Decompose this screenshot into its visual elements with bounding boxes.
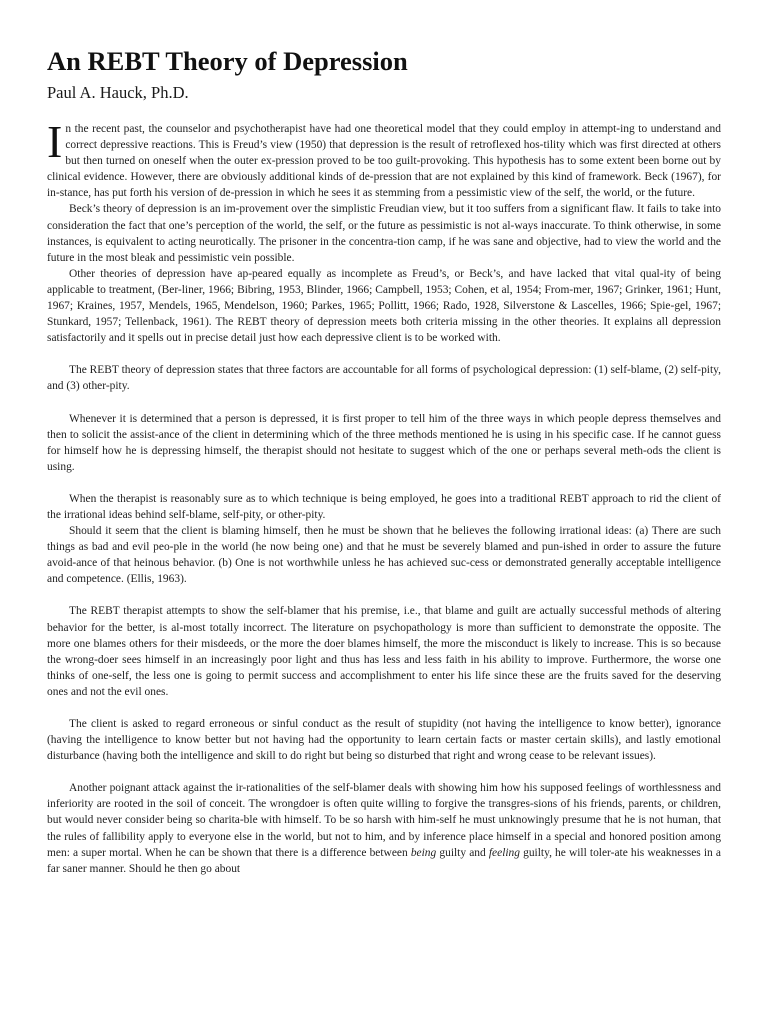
paragraph-10-text-b: guilty and (436, 846, 489, 859)
paragraph-1-text: n the recent past, the counselor and psychotherapist have had one theoretical model that they could employ in attempt-ing to understand and correct depressive reactions. This is Freud’s view (1950) that depression is the result of retroflexed hos-tility which was first directed at others but then turned on oneself when the outer ex-pression proved to be too guilt-provoking. This hypothesis has to some extent been borne out by clinical evidence. However, there are obviously additional kinds of de-pression that are not explained by this kind of framework. Beck (1967), for in-stance, has put forth his version of de-pression in which he sees it as stemming from a pessimistic view of the self, the world, or the future. (47, 123, 721, 200)
paragraph-10-text-c: guilty, he will toler-ate his weaknesses in a far saner manner. Should he then go about (47, 846, 721, 875)
emphasis-feeling: feeling (488, 846, 520, 859)
paragraph-4: The REBT theory of depression states that three factors are accountable for all forms of psychological depression: (1) self-blame, (2) self-pity, and (3) other-pity. (47, 364, 721, 393)
drop-cap: I (47, 116, 63, 167)
author-line: Paul A. Hauck, Ph.D. (47, 83, 189, 102)
paragraph-7: Should it seem that the client is blaming himself, then he must be shown that he believes the following irrational ideas: (a) There are such things as bad and evil peo-ple in the world (he now being one) and that he must be severely blamed and pun-ished in order to assure the future avoid-ance of that heinous behavior. (b) One is not worthwhile unless he has achieved suc-cess or demonstrated generally acceptable intelligence and competence. (Ellis, 1963). (47, 525, 721, 586)
paragraph-2: Beck’s theory of depression is an im-provement over the simplistic Freudian view, but it too suffers from a significant flaw. It fails to take into consideration the fact that one’s perception of the world, the self, or the future as pessimistic is not al-ways inaccurate. To think otherwise, in some instances, is equivalent to acting neurotically. The prisoner in the concentra-tion camp, if he was sane and objective, had to view the world and the future in the most bleak and pessimistic vein possible. (47, 203, 721, 264)
paragraph-9: The client is asked to regard erroneous or sinful conduct as the result of stupidity (not having the intelligence to know better), ignorance (having the intelligence to know better but not having had the opportunity to learn certain facts or master certain skills), and lastly emotional disturbance (having both the intelligence and skill to do right but being so disturbed that right and wrong cease to be relevant issues). (47, 718, 721, 763)
article-body (47, 116, 721, 877)
paragraph-10-text-a: Another poignant attack against the ir-rationalities of the self-blamer deals with showing him how his supposed feelings of worthlessness and inferiority are rooted in the soil of conceit. The wrongdoer is often quite willing to forgive the transgres-sions of his friends, parents, or children, but would never consider being so charita-ble with himself. To be so harsh with him-self he must unknowingly presume that he is not human, that the rules of fallibility apply to everyone else in the world, but not to him, and by inference place himself in a special and honored position among men: a super mortal. When he can be shown that there is a difference between (47, 782, 721, 859)
paragraph-5: Whenever it is determined that a person is depressed, it is first proper to tell him of the three ways in which people depress themselves and then to solicit the assist-ance of the client in determining which of the three methods mentioned he is using in his specific case. If he cannot guess for himself how he is depressing himself, the therapist should not hesitate to suggest which of the one or perhaps several meth-ods the client is using. (47, 412, 721, 473)
paragraph-10 (47, 780, 721, 877)
document-title: An REBT Theory of Depression (47, 46, 408, 76)
paragraph-6: When the therapist is reasonably sure as to which technique is being employed, he goes into a traditional REBT approach to rid the client of the irrational ideas behind self-blame, self-pity, or other-pity. (47, 492, 721, 521)
paragraph-1 (47, 116, 721, 201)
emphasis-being: being (410, 846, 437, 859)
paragraph-3: Other theories of depression have ap-peared equally as incomplete as Freud’s, or Beck’s, and have lacked that vital qual-ity of being applicable to treatment, (Ber-liner, 1966; Bibring, 1953, Blinder, 1966; Campbell, 1953; Cohen, et al, 1954; From-mer, 1967; Grinker, 1961; Hunt, 1967; Kraines, 1957, Mendels, 1965, Mendelson, 1960; Parkes, 1965; Pollitt, 1966; Rado, 1928, Silverstone & Lascelles, 1966; Spie-gel, 1967; Stunkard, 1957; Tellenback, 1961). The REBT theory of depression meets both criteria missing in the other theories. It explains all depression satisfactorily and it spells out in precise detail just how each depressive client is to be worked with. (47, 267, 721, 345)
paragraph-8: The REBT therapist attempts to show the self-blamer that his premise, i.e., that blame and guilt are actually successful methods of altering behavior for the better, is al-most totally incorrect. The literature on psychopathology is more than sufficient to demonstrate the opposite. The more one blames others for their misdeeds, or the more the doer blames himself, the more the misconduct is likely to increase. This is so because the wrong-doer sees himself in an increasingly poor light and thus has less and less faith in his ability to improve. Furthermore, the worse one thinks of one-self, the less one is going to permit success and accomplishment to enter his life since these are the fruits saved for the deserving ones and not the evil ones. (47, 605, 721, 698)
